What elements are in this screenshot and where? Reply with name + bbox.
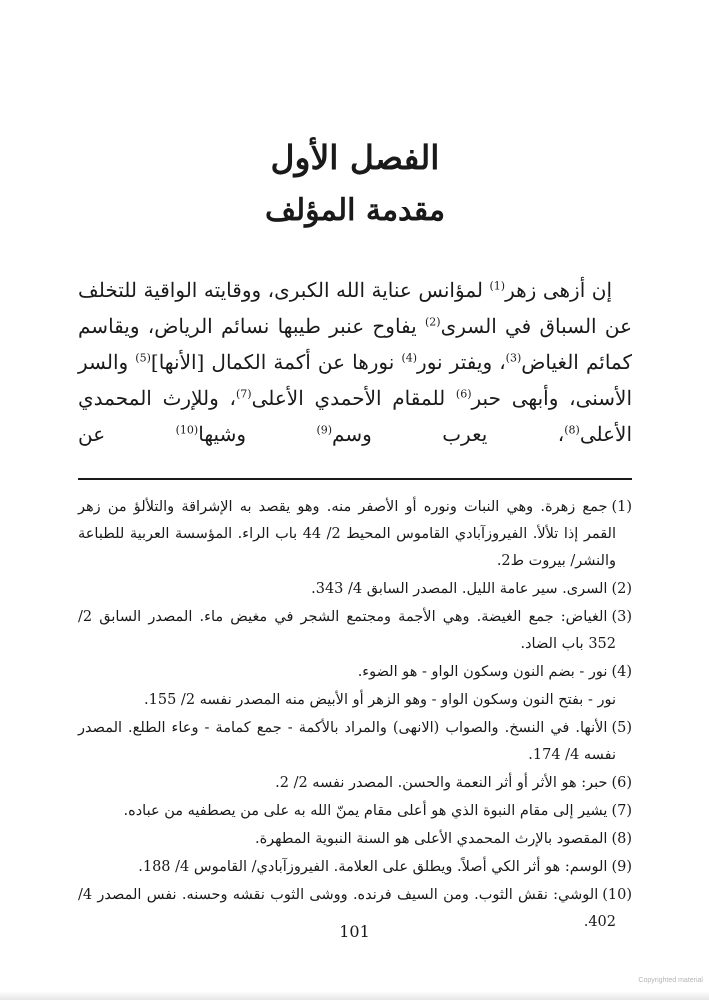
- footnote-2: [78, 576, 632, 603]
- text-segment: إن أزهى زهر: [505, 278, 612, 302]
- footnote-marker: (10): [602, 887, 632, 903]
- text-segment: عن: [78, 422, 176, 446]
- page-content: [78, 0, 632, 937]
- footnote-text: نور - بفتح النون وسكون الواو - وهو الزهر أو الأبيض منه المصدر نفسه 2/ 155.: [144, 692, 616, 708]
- footnote-text: جمع زهرة. وهي النبات ونوره أو الأصفر منه. وهو يقصد به الإشراقة والتلألؤ من زهر القمر إذا تلألأ. الفيروزآبادي القاموس المحيط 2/ 44 باب الراء. المؤسسة العربية للطباعة والنشر/ بيروت ط2.: [78, 499, 616, 569]
- footnote-4: [78, 659, 632, 686]
- footnote-6: [78, 770, 632, 797]
- footnote-text: الأنها. في النسخ. والصواب (الانهى) والمراد بالأكمة - جمع كمامة - وعاء الطلع. المصدر نفسه 4/ 174.: [78, 720, 616, 763]
- text-segment: ، يعرب وسم: [332, 422, 565, 446]
- footnote-ref-1: (1): [489, 279, 506, 293]
- footnote-marker: (8): [611, 831, 632, 847]
- text-segment: ، ويفتر نور: [417, 350, 506, 374]
- footnote-4-continuation: [78, 687, 632, 714]
- page-bottom-edge: [0, 991, 709, 1000]
- text-segment: يفاوح عنبر طيبها نسائم الرياض، ويقاسم كمائم الغياض: [78, 314, 633, 374]
- text-segment: نورها عن أكمة الكمال [الأنها]: [150, 350, 402, 374]
- footnote-3: [78, 604, 632, 658]
- copyright-watermark: Copyrighted material: [638, 977, 703, 984]
- footnotes-section: [78, 494, 632, 936]
- footnote-text: حبر: هو الأثر أو أثر النعمة والحسن. المصدر نفسه 2/ 2.: [275, 775, 608, 791]
- footnote-ref-10: (10): [175, 423, 199, 437]
- footnote-marker: (7): [611, 803, 632, 819]
- footnote-text: الوشي: نقش الثوب. ومن السيف فرنده. ووشى الثوب نقشه وحسنه. نفس المصدر 4/ 402.: [78, 887, 616, 930]
- footnote-marker: (4): [611, 664, 632, 680]
- footnote-ref-6: (6): [455, 387, 472, 401]
- footnote-text: نور - بضم النون وسكون الواو - هو الضوء.: [357, 664, 608, 680]
- text-segment: والسر الأسنى، وأبهى حبر: [78, 350, 633, 410]
- footnote-7: [78, 798, 632, 825]
- footnote-1: [78, 494, 632, 575]
- body-paragraph: [78, 272, 632, 452]
- footnote-ref-4: (4): [401, 351, 418, 365]
- footnote-text: المقصود بالإرث المحمدي الأعلى هو السنة النبوية المطهرة.: [254, 831, 608, 847]
- footnote-5: [78, 715, 632, 769]
- footnote-marker: (5): [611, 720, 632, 736]
- footnote-ref-5: (5): [135, 351, 151, 365]
- footnote-marker: (1): [611, 499, 632, 515]
- footnote-text: الغياض: جمع الغيضة. وهي الأجمة ومجتمع الشجر في مغيض ماء. المصدر السابق 2/ 352 باب الضاد.: [78, 609, 616, 652]
- footnote-marker: (2): [611, 581, 632, 597]
- text-segment: للمقام الأحمدي الأعلى: [251, 386, 456, 410]
- footnote-marker: (6): [611, 775, 632, 791]
- footnote-text: يشير إلى مقام النبوة الذي هو أعلى مقام يمنّ الله به على من يصطفيه من عباده.: [123, 803, 608, 819]
- footnote-8: [78, 826, 632, 853]
- chapter-subtitle: مقدمة المؤلف: [264, 193, 446, 228]
- page-number: 101: [339, 922, 370, 941]
- text-segment: وشيها: [198, 422, 317, 446]
- footnote-marker: (9): [611, 859, 632, 875]
- text-segment: لمؤانس عناية الله الكبرى، ووقايته الواقية للتخلف عن السباق في السرى: [78, 278, 632, 338]
- footnote-ref-7: (7): [235, 387, 252, 401]
- text-segment: ، وللإرث المحمدي الأعلى: [78, 386, 633, 446]
- footnote-ref-9: (9): [316, 423, 333, 437]
- footnote-text: الوسم: هو أثر الكي أصلاً. ويطلق على العلامة. الفيروزآبادي/ القاموس 4/ 188.: [138, 859, 608, 875]
- footnote-ref-8: (8): [564, 423, 580, 437]
- footnote-9: [78, 854, 632, 881]
- chapter-title: الفصل الأول: [270, 138, 440, 177]
- footnote-ref-3: (3): [505, 351, 522, 365]
- footnote-text: السرى. سير عامة الليل. المصدر السابق 4/ 343.: [311, 581, 608, 597]
- footnote-separator: [78, 478, 632, 480]
- footnote-ref-2: (2): [424, 315, 441, 329]
- footnote-marker: (3): [611, 609, 632, 625]
